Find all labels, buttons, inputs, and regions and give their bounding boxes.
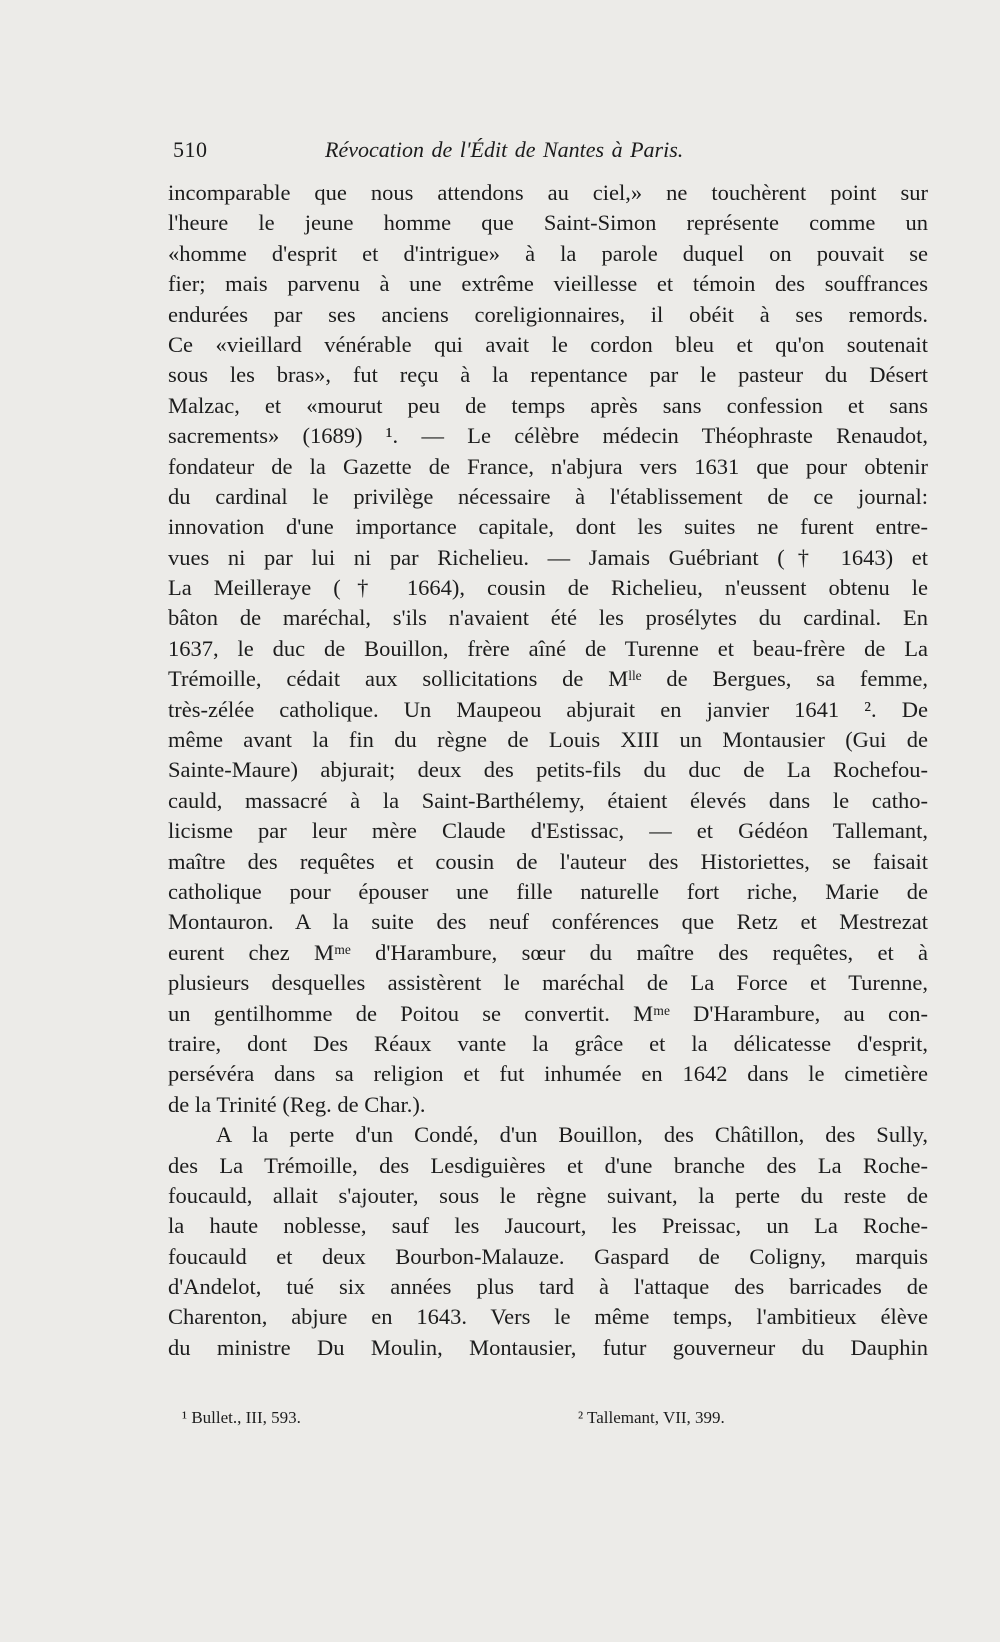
text-line: fondateur de la Gazette de France, n'abjura vers 1631 que pour obtenir bbox=[168, 453, 928, 479]
text-line: endurées par ses anciens coreligionnaires, il obéit à ses remords. bbox=[168, 301, 928, 327]
text-line: du cardinal le privilège nécessaire à l'établissement de ce journal: bbox=[168, 483, 928, 509]
text-line: persévéra dans sa religion et fut inhumée en 1642 dans le cimetière bbox=[168, 1061, 928, 1087]
text-line: foucauld et deux Bourbon-Malauze. Gaspard de Coligny, marquis bbox=[168, 1243, 928, 1269]
text-line: même avant la fin du règne de Louis XIII un Montausier (Gui de bbox=[168, 727, 928, 753]
text-line: innovation d'une importance capitale, dont les suites ne furent entre- bbox=[168, 514, 928, 540]
footnote-1: ¹ Bullet., III, 593. bbox=[182, 1408, 301, 1427]
text-line: Malzac, et «mourut peu de temps après sans confession et sans bbox=[168, 392, 928, 418]
text-line: Trémoille, cédait aux sollicitations de Mˡˡᵉ de Bergues, sa femme, bbox=[168, 666, 928, 692]
text-line: la haute noblesse, sauf les Jaucourt, les Preissac, un La Roche- bbox=[168, 1213, 928, 1239]
text-line: de la Trinité (Reg. de Char.). bbox=[168, 1091, 426, 1117]
text-line: La Meilleraye († 1664), cousin de Richelieu, n'eussent obtenu le bbox=[168, 575, 928, 601]
text-line: fier; mais parvenu à une extrême vieillesse et témoin des souffrances bbox=[168, 271, 928, 297]
text-line: catholique pour épouser une fille naturelle fort riche, Marie de bbox=[168, 878, 928, 904]
text-line: licisme par leur mère Claude d'Estissac, — et Gédéon Tallemant, bbox=[168, 818, 928, 844]
text-line: l'heure le jeune homme que Saint-Simon représente comme un bbox=[168, 210, 928, 236]
text-line: Montauron. A la suite des neuf conférences que Retz et Mestrezat bbox=[168, 909, 928, 935]
text-line: foucauld, allait s'ajouter, sous le règne suivant, la perte du reste de bbox=[168, 1182, 928, 1208]
footnote-2: ² Tallemant, VII, 399. bbox=[578, 1408, 725, 1427]
text-line: des La Trémoille, des Lesdiguières et d'une branche des La Roche- bbox=[168, 1152, 928, 1178]
text-line: plusieurs desquelles assistèrent le maréchal de La Force et Turenne, bbox=[168, 970, 928, 996]
text-line: vues ni par lui ni par Richelieu. — Jamais Guébriant († 1643) et bbox=[168, 544, 928, 570]
text-line: bâton de maréchal, s'ils n'avaient été les prosélytes du cardinal. En bbox=[168, 605, 928, 631]
text-line: sacrements» (1689) ¹. — Le célèbre médecin Théophraste Renaudot, bbox=[168, 423, 928, 449]
text-line: Sainte-Maure) abjurait; deux des petits-fils du duc de La Rochefou- bbox=[168, 757, 928, 783]
text-line: cauld, massacré à la Saint-Barthélemy, étaient élevés dans le catho- bbox=[168, 787, 928, 813]
footnotes bbox=[182, 1408, 782, 1432]
text-line: A la perte d'un Condé, d'un Bouillon, des Châtillon, des Sully, bbox=[216, 1122, 928, 1148]
text-line: eurent chez Mᵐᵉ d'Harambure, sœur du maître des requêtes, et à bbox=[168, 939, 928, 965]
page-header bbox=[173, 133, 778, 169]
text-line: Ce «vieillard vénérable qui avait le cordon bleu et qu'on soutenait bbox=[168, 331, 928, 357]
text-line: d'Andelot, tué six années plus tard à l'attaque des barricades de bbox=[168, 1274, 928, 1300]
text-line: 1637, le duc de Bouillon, frère aîné de Turenne et beau-frère de La bbox=[168, 635, 928, 661]
text-line: «homme d'esprit et d'intrigue» à la parole duquel on pouvait se bbox=[168, 240, 928, 266]
running-title: Révocation de l'Édit de Nantes à Paris. bbox=[325, 137, 684, 162]
text-line: du ministre Du Moulin, Montausier, futur gouverneur du Dauphin bbox=[168, 1334, 928, 1360]
text-line: traire, dont Des Réaux vante la grâce et la délicatesse d'esprit, bbox=[168, 1030, 928, 1056]
body-text bbox=[168, 178, 928, 1363]
text-line: très-zélée catholique. Un Maupeou abjurait en janvier 1641 ². De bbox=[168, 696, 928, 722]
text-line: maître des requêtes et cousin de l'auteur des Historiettes, se faisait bbox=[168, 848, 928, 874]
text-line: un gentilhomme de Poitou se convertit. Mᵐᵉ D'Harambure, au con- bbox=[168, 1000, 928, 1026]
text-line: sous les bras», fut reçu à la repentance par le pasteur du Désert bbox=[168, 362, 928, 388]
text-line: incomparable que nous attendons au ciel,» ne touchèrent point sur bbox=[168, 180, 928, 205]
page-number: 510 bbox=[173, 137, 208, 162]
text-line: Charenton, abjure en 1643. Vers le même temps, l'ambitieux élève bbox=[168, 1304, 928, 1330]
